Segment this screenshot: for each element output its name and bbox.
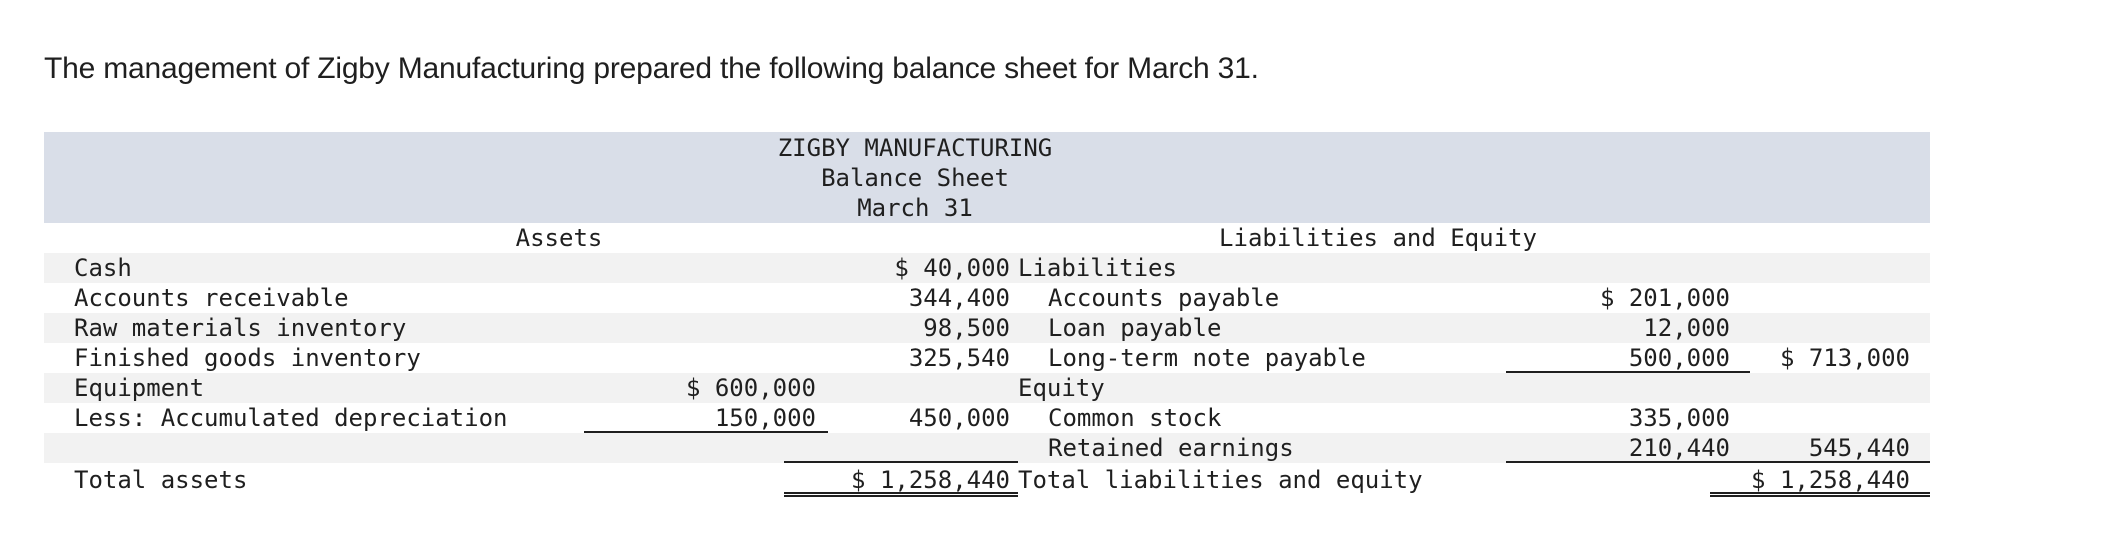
total-liabilities-equity-label: Total liabilities and equity <box>1018 466 1423 494</box>
finished-goods-value: 325,540 <box>908 344 1010 372</box>
raw-materials-label: Raw materials inventory <box>74 314 407 342</box>
balance-sheet-header <box>44 132 1930 223</box>
common-stock-value: 335,000 <box>1628 404 1730 432</box>
raw-materials-value: 98,500 <box>923 314 1010 342</box>
equipment-label: Equipment <box>74 374 205 402</box>
table-row-totals <box>44 463 1930 497</box>
accounts-payable-value: $ 201,000 <box>1599 284 1730 312</box>
column-headings-row <box>44 223 1930 253</box>
equity-heading: Equity <box>1018 374 1105 402</box>
long-term-note-label: Long-term note payable <box>1048 344 1366 372</box>
equipment-value: $ 600,000 <box>685 374 816 402</box>
cash-label: Cash <box>74 254 132 282</box>
total-liabilities-equity-value: $ 1,258,440 <box>1710 463 1930 497</box>
assets-subtotal-rule <box>784 433 1018 463</box>
long-term-note-value: 500,000 <box>1506 343 1750 373</box>
liabilities-heading: Liabilities <box>1018 254 1177 282</box>
total-assets-label: Total assets <box>74 466 248 494</box>
company-name: ZIGBY MANUFACTURING <box>777 134 1053 162</box>
problem-intro-text: The management of Zigby Manufacturing prepared the following balance sheet for March 31. <box>44 52 1259 85</box>
finished-goods-label: Finished goods inventory <box>74 344 421 372</box>
total-assets-value: $ 1,258,440 <box>784 463 1018 497</box>
net-equipment-value: 450,000 <box>908 404 1010 432</box>
table-row-accounts-receivable <box>44 283 1930 313</box>
total-liabilities-value: $ 713,000 <box>1779 344 1910 372</box>
statement-date: March 31 <box>857 194 973 222</box>
common-stock-label: Common stock <box>1048 404 1222 432</box>
table-row-equipment <box>44 373 1930 403</box>
table-row-retained-earnings <box>44 433 1930 463</box>
table-row-finished-goods <box>44 343 1930 373</box>
cash-value: $ 40,000 <box>894 254 1010 282</box>
total-equity-value: 545,440 <box>1710 433 1930 463</box>
statement-title: Balance Sheet <box>821 164 1009 192</box>
accumulated-depreciation-value: 150,000 <box>584 403 828 433</box>
accumulated-depreciation-label: Less: Accumulated depreciation <box>74 404 508 432</box>
accounts-receivable-value: 344,400 <box>908 284 1010 312</box>
balance-sheet-table <box>44 132 1930 497</box>
liabilities-equity-heading: Liabilities and Equity <box>1219 224 1537 252</box>
loan-payable-label: Loan payable <box>1048 314 1222 342</box>
table-row-accumulated-depreciation <box>44 403 1930 433</box>
retained-earnings-label: Retained earnings <box>1048 434 1294 462</box>
loan-payable-value: 12,000 <box>1643 314 1730 342</box>
accounts-payable-label: Accounts payable <box>1048 284 1280 312</box>
accounts-receivable-label: Accounts receivable <box>74 284 349 312</box>
retained-earnings-value: 210,440 <box>1506 433 1750 463</box>
table-row-cash <box>44 253 1930 283</box>
assets-heading: Assets <box>515 224 603 252</box>
table-row-raw-materials <box>44 313 1930 343</box>
